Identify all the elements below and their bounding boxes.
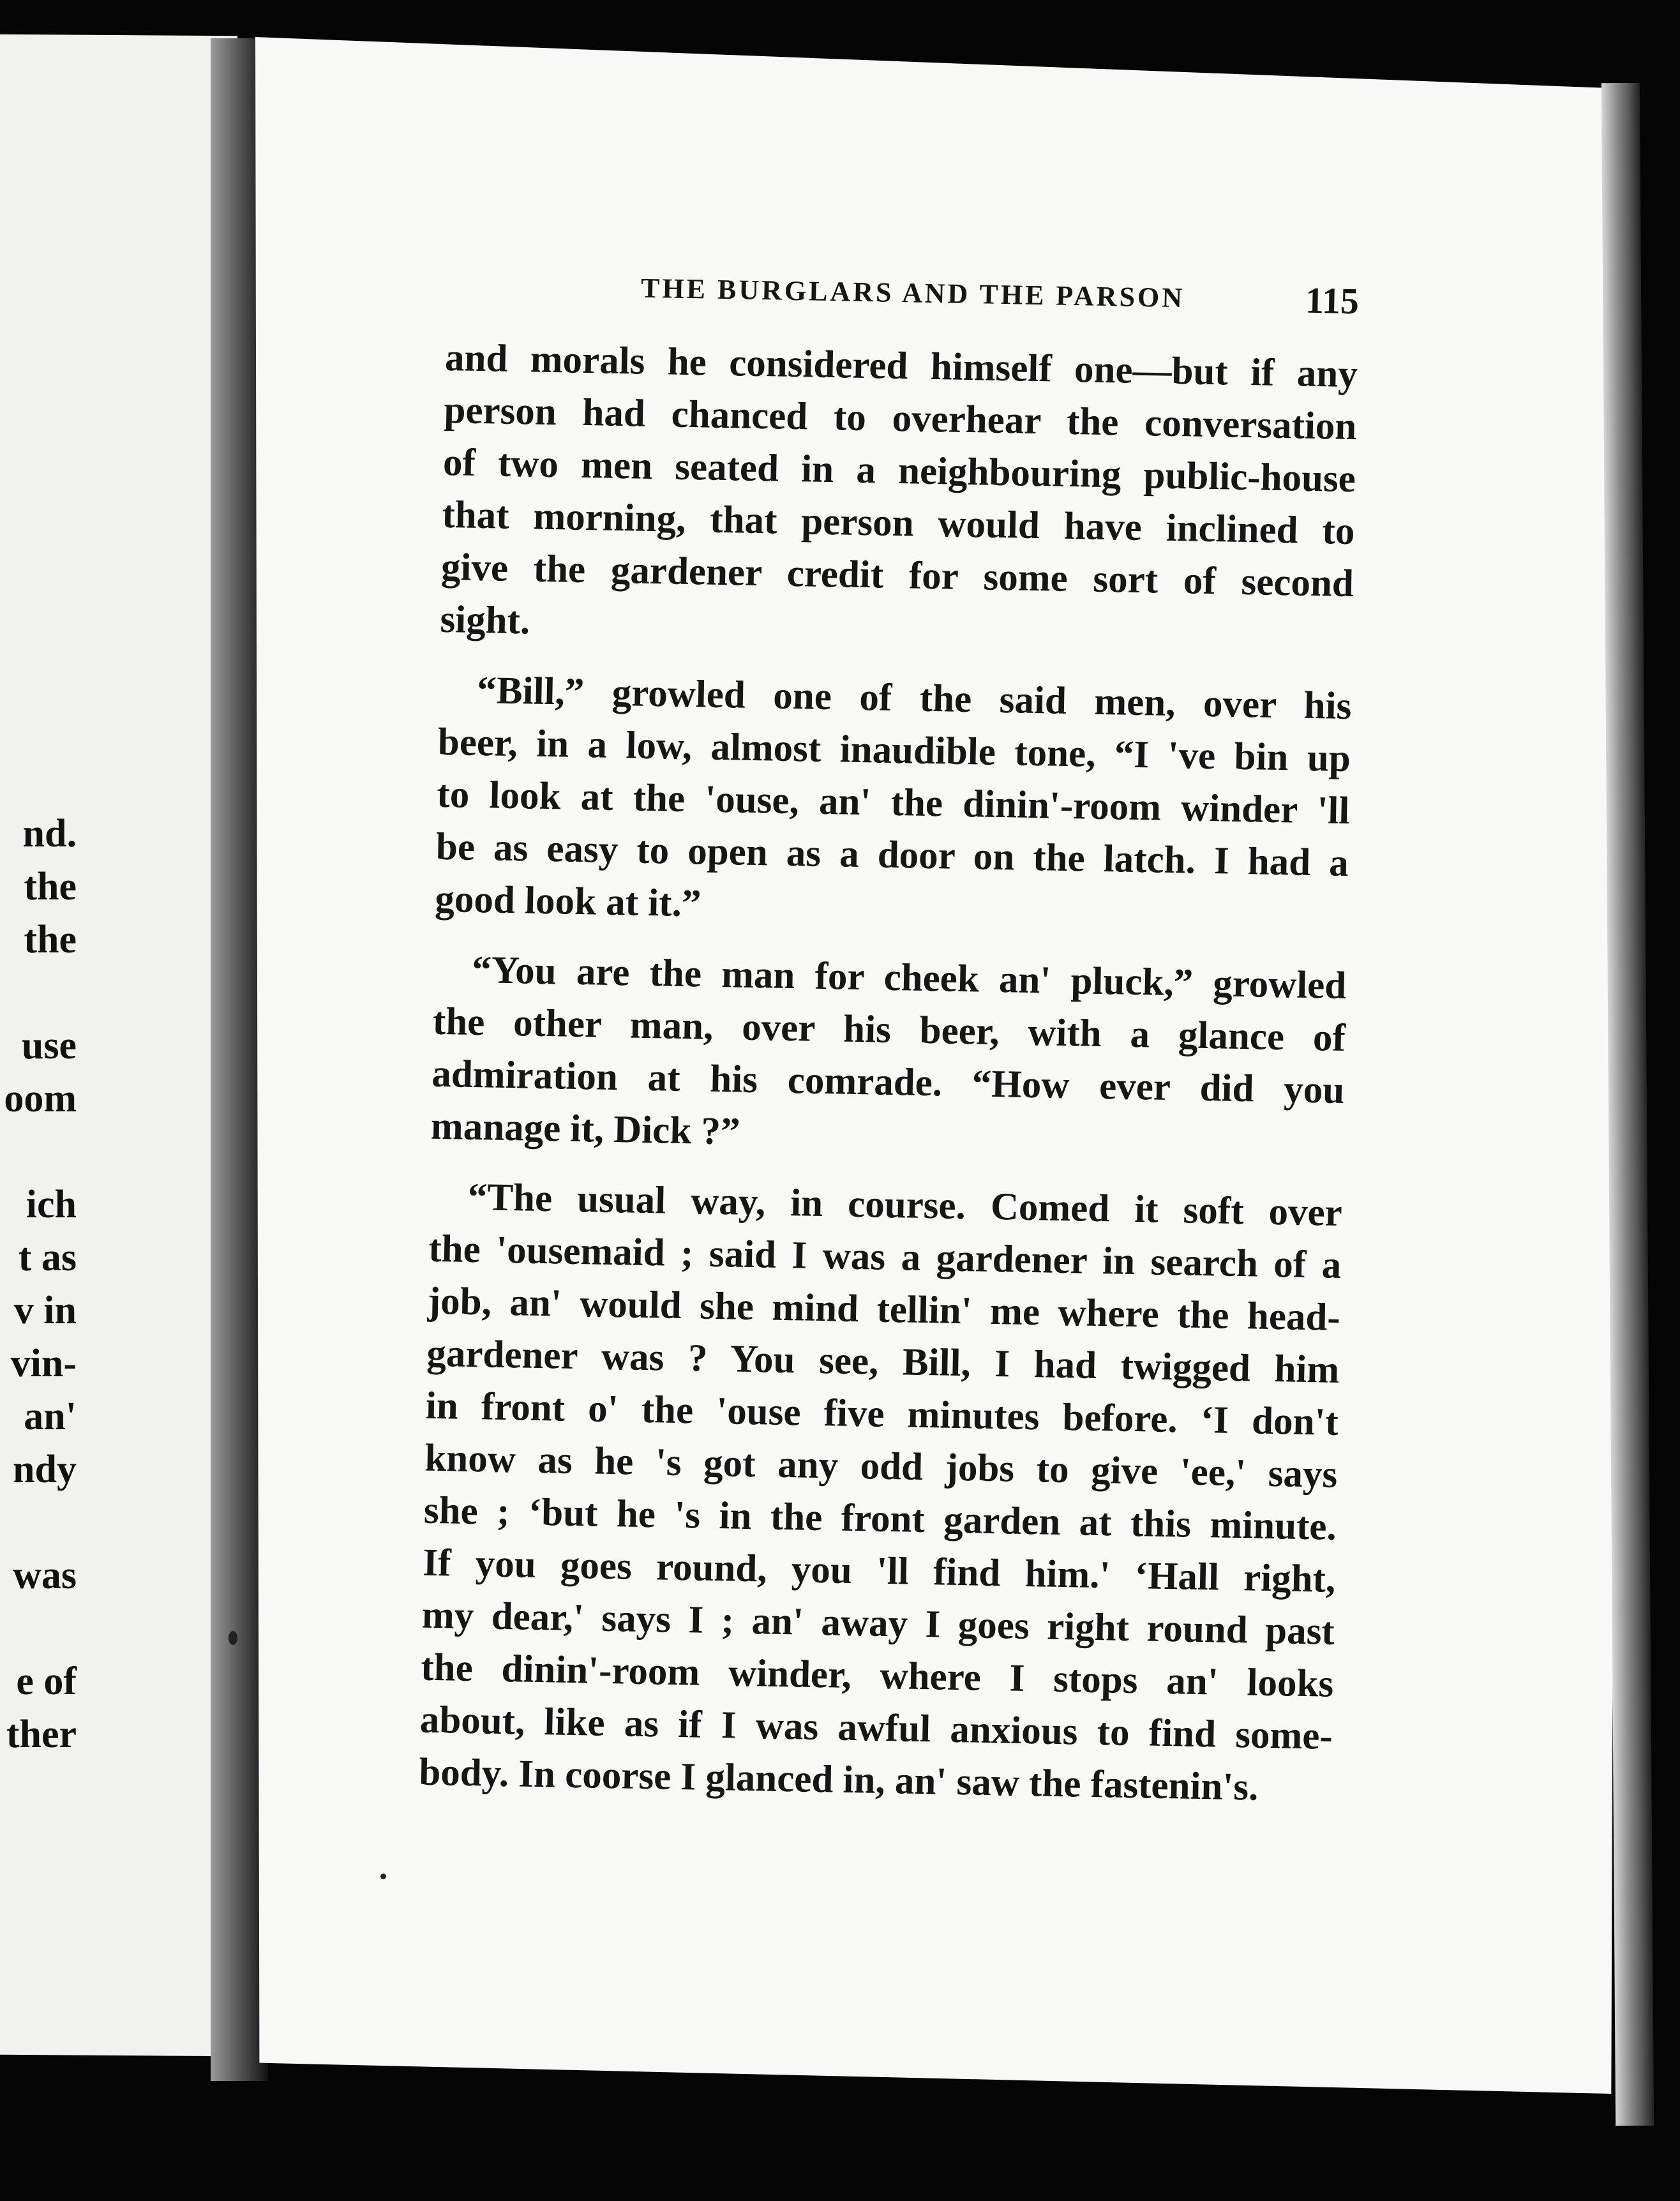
left-page-fragment-line	[0, 1125, 77, 1178]
left-page-fragment-line: nd.	[22, 812, 77, 855]
left-page-fragment-line: the	[24, 865, 77, 908]
text-line: know as he 's got any odd jobs to give 'ee,' says	[424, 1436, 1338, 1496]
left-page-fragment-line: ich	[26, 1183, 77, 1226]
text-line: person had chanced to overhear the conversation	[443, 388, 1357, 449]
left-page-fragment-line	[0, 1602, 77, 1655]
text-line: “You are the man for cheek an' pluck,” growled	[471, 948, 1347, 1008]
scan-speck	[229, 1631, 237, 1645]
left-page-text-fragment	[0, 808, 77, 1761]
left-page-fragment-line	[0, 1496, 77, 1549]
left-page-fragment-line: was	[13, 1554, 77, 1597]
text-line: to look at the 'ouse, an' the dinin'-room winder 'll	[436, 772, 1350, 833]
text-line: the other man, over his beer, with a glance of	[432, 1000, 1346, 1060]
text-line: body. In coorse I glanced in, an' saw the fastenin's.	[418, 1750, 1259, 1809]
text-line: admiration at his comrade. “How ever did you	[431, 1052, 1345, 1112]
text-line: beer, in a low, almost inaudible tone, “I 've bin up	[437, 720, 1351, 781]
text-line: she ; ‘but he 's in the front garden at this minute.	[423, 1489, 1337, 1549]
left-page-fragment-line: ther	[6, 1713, 77, 1756]
text-line: of two men seated in a neighbouring public-house	[442, 440, 1356, 501]
text-line: job, an' would she mind tellin' me where the head-	[427, 1279, 1341, 1339]
text-line: that morning, that person would have inclined to	[441, 493, 1355, 553]
left-page-fragment-line: vin-	[10, 1342, 77, 1385]
left-page-fragment-line: an'	[24, 1395, 77, 1438]
left-page-fragment-line: ndy	[13, 1448, 77, 1491]
text-line: “Bill,” growled one of the said men, over his	[476, 668, 1352, 728]
paragraph	[419, 1171, 1343, 1815]
text-line: “The usual way, in course. Comed it soft over	[467, 1175, 1343, 1235]
left-page-fragment-line: e of	[16, 1660, 77, 1703]
left-page-fragment-line	[0, 966, 77, 1019]
left-page-fragment-line: use	[21, 1024, 77, 1067]
text-line: give the gardener credit for some sort of second	[440, 545, 1354, 606]
text-line: about, like as if I was awful anxious to find some-	[419, 1698, 1333, 1758]
left-page-fragment-line: oom	[4, 1077, 77, 1120]
page-content	[419, 255, 1360, 1815]
text-line: good look at it.”	[434, 877, 701, 926]
text-line: the dinin'-room winder, where I stops an' looks	[420, 1646, 1334, 1706]
paragraph	[430, 943, 1347, 1169]
text-line: and morals he considered himself one—but if any	[444, 336, 1358, 396]
left-page-fragment-line: the	[24, 918, 77, 961]
scan-speck	[380, 1874, 386, 1879]
running-title: THE BURGLARS AND THE PARSON	[640, 272, 1185, 314]
left-page-fragment-line: v in	[13, 1289, 77, 1332]
left-page-fragment-line: t as	[18, 1236, 77, 1279]
text-line: be as easy to open as a door on the latch. I had a	[435, 825, 1349, 885]
text-line: manage it, Dick ?”	[430, 1104, 741, 1153]
text-line: in front o' the 'ouse five minutes before. ‘I don't	[425, 1384, 1339, 1444]
paragraph	[440, 332, 1358, 663]
text-line: sight.	[439, 597, 530, 643]
body-text	[419, 332, 1358, 1815]
text-line: my dear,' says I ; an' away I goes right round past	[421, 1593, 1335, 1653]
text-line: the 'ousemaid ; said I was a gardener in search of a	[428, 1227, 1342, 1287]
paragraph	[435, 664, 1352, 942]
text-line: If you goes round, you 'll find him.' ‘Hall right,	[422, 1541, 1336, 1601]
text-line: gardener was ? You see, Bill, I had twigged him	[426, 1332, 1340, 1392]
page-number: 115	[1305, 279, 1360, 322]
